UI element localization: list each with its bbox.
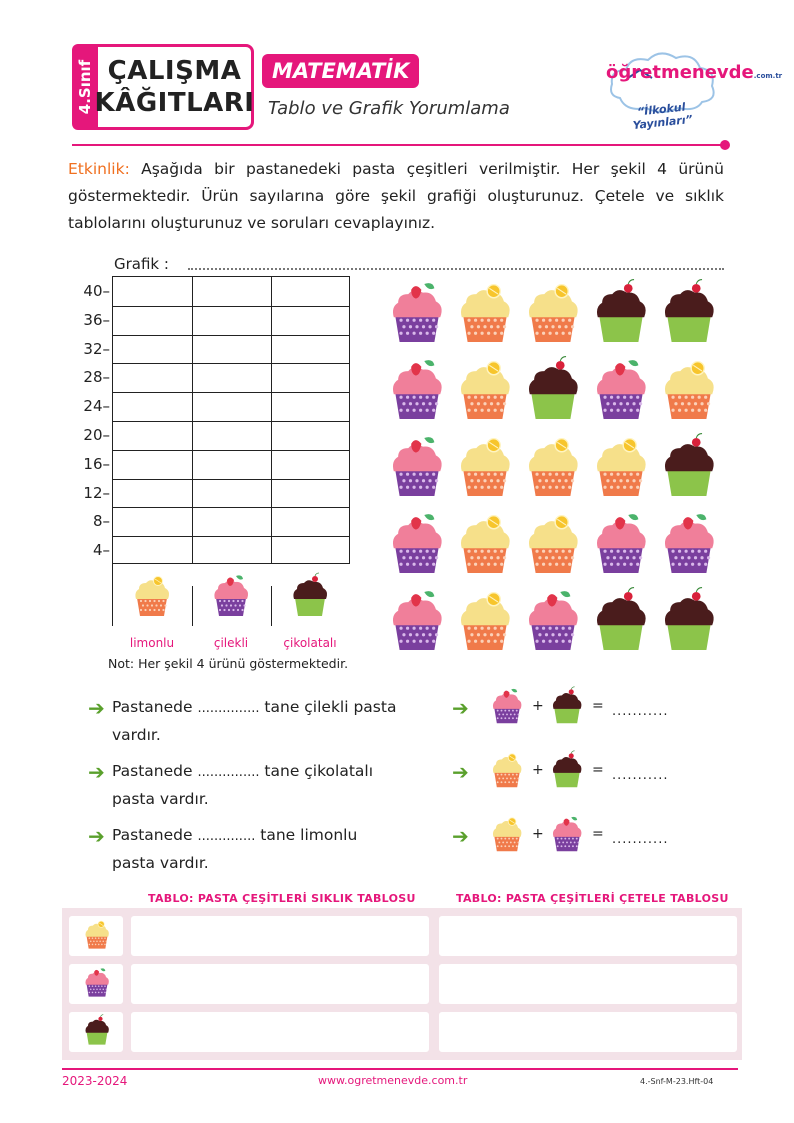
category-label: çilekli — [213, 636, 249, 650]
y-axis-tick: 4– — [92, 541, 110, 560]
chocolate-cupcake-icon — [290, 572, 330, 618]
tally-table-cell[interactable] — [436, 1009, 740, 1055]
chocolate-cupcake-icon — [550, 686, 584, 725]
arrow-icon: ➔ — [452, 760, 469, 784]
strawberry-cupcake-icon — [592, 509, 650, 576]
lemon-cupcake-icon — [456, 509, 514, 576]
question-prefix: Pastanede — [112, 762, 193, 780]
footer-year: 2023-2024 — [62, 1074, 128, 1088]
arrow-icon: ➔ — [452, 824, 469, 848]
grid-row-line — [113, 536, 349, 537]
graph-title-blank[interactable] — [188, 268, 724, 270]
footer-website-link[interactable]: www.ogretmenevde.com.tr — [318, 1074, 468, 1087]
strawberry-cupcake-icon — [388, 509, 446, 576]
strawberry-cupcake-icon — [388, 432, 446, 499]
lemon-cupcake-icon — [456, 586, 514, 653]
question-suffix: tane çilekli pasta — [264, 698, 397, 716]
lemon-cupcake-icon — [456, 355, 514, 422]
lemon-cupcake-icon — [524, 509, 582, 576]
strawberry-cupcake-icon — [490, 686, 524, 725]
title-line-1: ÇALIŞMA — [107, 56, 242, 86]
answer-blank[interactable]: .............. — [197, 829, 256, 844]
grid-row-line — [113, 363, 349, 364]
equation-answer-blank[interactable]: ........... — [612, 704, 669, 719]
chocolate-cupcake-icon — [660, 432, 718, 499]
category-label: çikolatalı — [283, 636, 337, 650]
lemon-cupcake-icon — [490, 750, 524, 789]
answer-blank[interactable]: ............... — [197, 765, 260, 780]
y-axis-tick: 40– — [83, 282, 110, 300]
question-text — [112, 758, 422, 812]
lemon-cupcake-icon — [132, 572, 172, 618]
question-line2: pasta vardır. — [112, 854, 209, 872]
tally-table-cell[interactable] — [436, 913, 740, 959]
question-suffix: tane limonlu — [260, 826, 358, 844]
logo-tagline: “İlkokul Yayınları” — [632, 100, 694, 133]
grid-row-line — [113, 421, 349, 422]
arrow-icon: ➔ — [88, 696, 105, 720]
tally-table-cell[interactable] — [436, 961, 740, 1007]
strawberry-cupcake-icon — [388, 278, 446, 345]
plus-sign: + — [532, 826, 544, 842]
question-line2: pasta vardır. — [112, 790, 209, 808]
strawberry-cupcake-icon — [211, 572, 251, 618]
topic-title: Tablo ve Grafik Yorumlama — [268, 98, 510, 119]
chocolate-cupcake-icon — [524, 355, 582, 422]
grid-row-line — [113, 306, 349, 307]
activity-label: Etkinlik: — [68, 160, 130, 178]
lemon-cupcake-icon — [524, 278, 582, 345]
pictograph-grid[interactable] — [112, 276, 350, 564]
category-separator — [192, 586, 193, 626]
chocolate-cupcake-icon — [592, 278, 650, 345]
equation-answer-blank[interactable]: ........... — [612, 832, 669, 847]
question-prefix: Pastanede — [112, 826, 193, 844]
arrow-icon: ➔ — [452, 696, 469, 720]
grid-row-line — [113, 335, 349, 336]
lemon-cupcake-icon — [83, 918, 111, 950]
subject-badge: MATEMATİK — [262, 54, 419, 88]
plus-sign: + — [532, 762, 544, 778]
grid-row-line — [113, 479, 349, 480]
equals-sign: = — [592, 698, 604, 714]
grid-row-line — [113, 507, 349, 508]
question-suffix: tane çikolatalı — [264, 762, 374, 780]
header-divider-dot — [720, 140, 730, 150]
frequency-table-cell[interactable] — [128, 913, 432, 959]
footer-divider — [62, 1068, 738, 1070]
plus-sign: + — [532, 698, 544, 714]
chocolate-cupcake-icon — [83, 1014, 111, 1046]
grid-row-line — [113, 450, 349, 451]
y-axis-tick: 20– — [83, 426, 110, 444]
frequency-table-title: TABLO: PASTA ÇEŞİTLERİ SIKLIK TABLOSU — [148, 892, 416, 905]
category-label: limonlu — [129, 636, 175, 650]
answer-blank[interactable]: ............... — [197, 701, 260, 716]
activity-instructions — [68, 156, 724, 237]
title-line-2: KÂĞITLARI — [94, 88, 255, 118]
strawberry-cupcake-icon — [550, 814, 584, 853]
strawberry-cupcake-icon — [388, 355, 446, 422]
table-row-icon-cell — [66, 961, 126, 1007]
header-divider — [72, 144, 724, 146]
arrow-icon: ➔ — [88, 824, 105, 848]
grid-row-line — [113, 392, 349, 393]
y-axis-tick: 24– — [83, 397, 110, 416]
publisher-logo — [606, 48, 783, 133]
strawberry-cupcake-icon — [524, 586, 582, 653]
chocolate-cupcake-icon — [592, 586, 650, 653]
table-row-icon-cell — [66, 1009, 126, 1055]
worksheet-title-box — [94, 44, 255, 130]
table-row-icon-cell — [66, 913, 126, 959]
arrow-icon: ➔ — [88, 760, 105, 784]
graph-note: Not: Her şekil 4 ürünü göstermektedir. — [108, 656, 349, 671]
y-axis-tick: 36– — [83, 310, 110, 329]
question-text — [112, 822, 422, 876]
lemon-cupcake-icon — [490, 814, 524, 853]
lemon-cupcake-icon — [456, 278, 514, 345]
frequency-table-cell[interactable] — [128, 1009, 432, 1055]
category-separator — [271, 586, 272, 626]
equals-sign: = — [592, 762, 604, 778]
activity-text: Aşağıda bir pastanedeki pasta çeşitleri verilmiştir. Her şekil 4 ürünü göstermektedir. Ürün sayılarına göre şekil grafiği oluşturunuz. Çetele ve sıklık tablolarını oluşturunuz ve soruları cevaplayınız. — [68, 160, 724, 232]
lemon-cupcake-icon — [524, 432, 582, 499]
equation-answer-blank[interactable]: ........... — [612, 768, 669, 783]
chocolate-cupcake-icon — [660, 586, 718, 653]
strawberry-cupcake-icon — [83, 966, 111, 998]
y-axis-tick: 8– — [92, 512, 110, 531]
question-text — [112, 694, 422, 748]
grade-label: 4.Sınıf — [76, 59, 94, 115]
footer-code: 4.-Snf-M-23.Hft-04 — [640, 1077, 714, 1086]
strawberry-cupcake-icon — [592, 355, 650, 422]
frequency-table-cell[interactable] — [128, 961, 432, 1007]
strawberry-cupcake-icon — [388, 586, 446, 653]
question-line2: vardır. — [112, 726, 161, 744]
grid-column-line — [192, 277, 193, 563]
question-prefix: Pastanede — [112, 698, 193, 716]
strawberry-cupcake-icon — [660, 509, 718, 576]
chocolate-cupcake-icon — [550, 750, 584, 789]
tally-table-title: TABLO: PASTA ÇEŞİTLERİ ÇETELE TABLOSU — [456, 892, 729, 905]
y-axis-tick: 16– — [83, 454, 110, 473]
lemon-cupcake-icon — [660, 355, 718, 422]
graph-title-label: Grafik : — [114, 255, 169, 273]
y-axis-tick: 12– — [83, 483, 110, 502]
lemon-cupcake-icon — [592, 432, 650, 499]
lemon-cupcake-icon — [456, 432, 514, 499]
y-axis-tick: 28– — [83, 368, 110, 387]
logo-brand: öğretmenevde.com.tr — [606, 62, 783, 83]
chocolate-cupcake-icon — [660, 278, 718, 345]
y-axis-tick: 32– — [83, 339, 110, 358]
grid-column-line — [271, 277, 272, 563]
equals-sign: = — [592, 826, 604, 842]
